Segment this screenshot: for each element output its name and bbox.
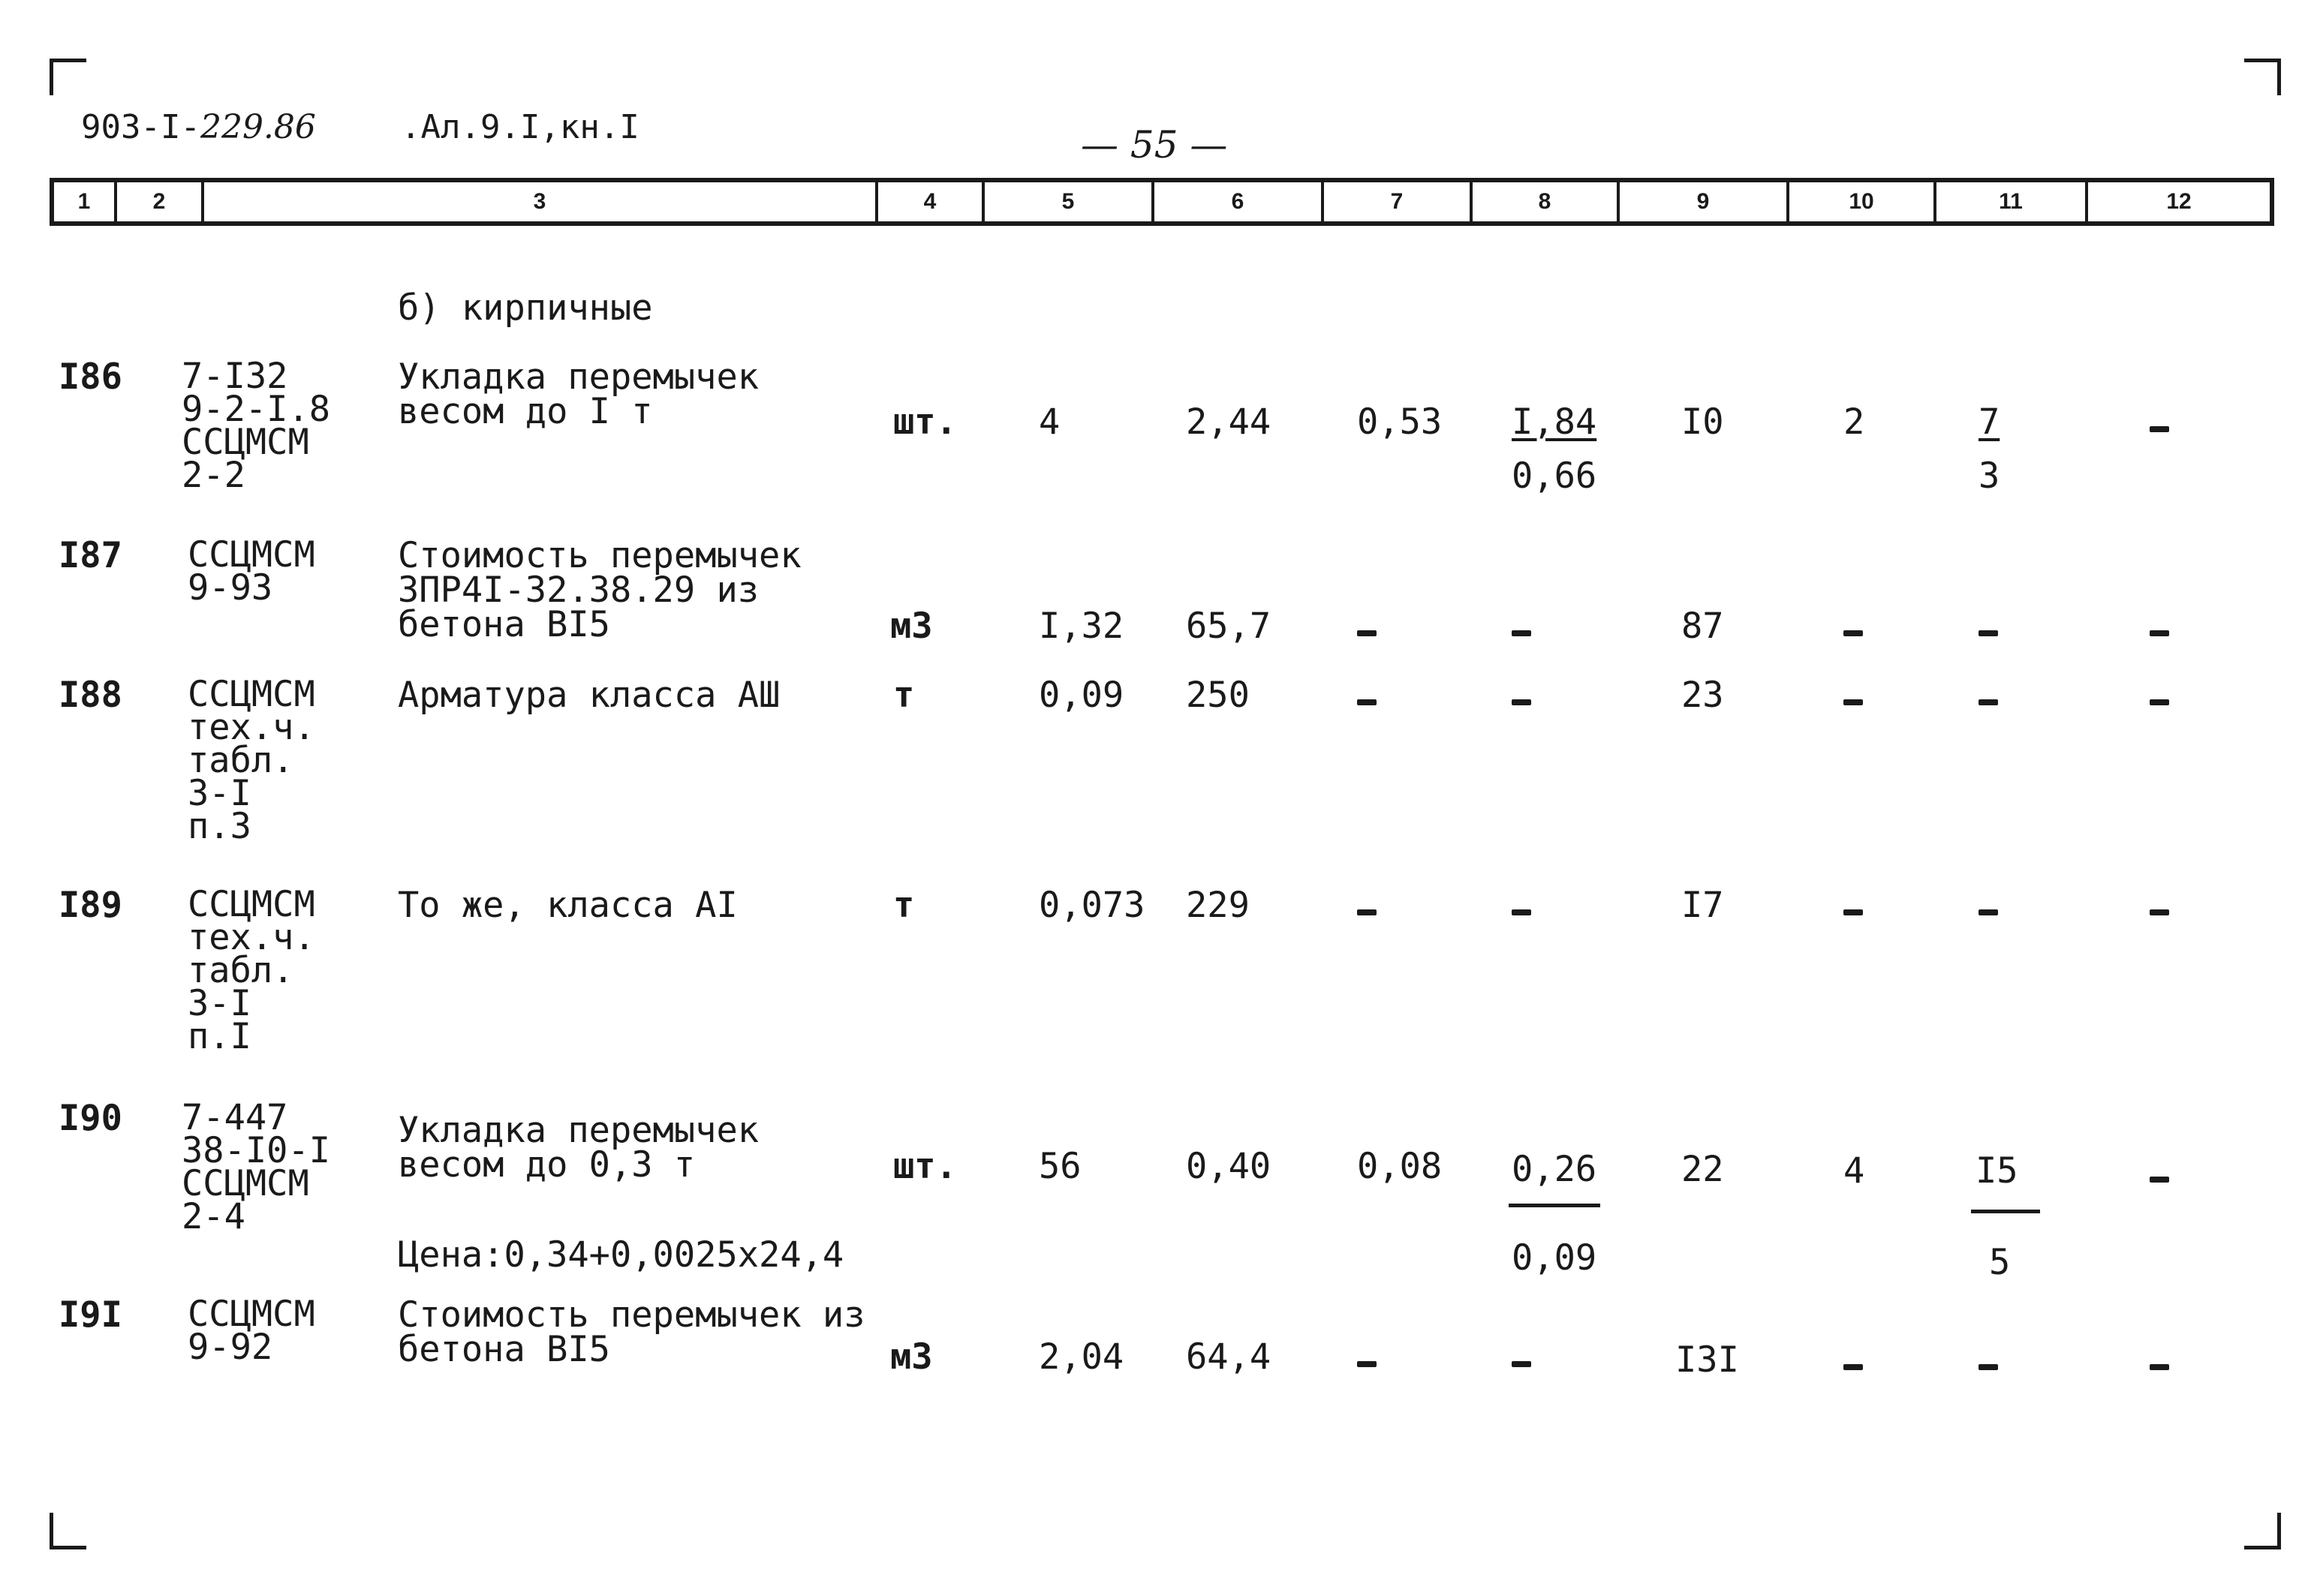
- row-col10-dash: [1843, 909, 1863, 915]
- row-number: I89: [59, 885, 122, 926]
- row-col7: 0,08: [1357, 1146, 1443, 1187]
- row-number: I90: [59, 1098, 122, 1139]
- row-col8-bottom: 0,66: [1512, 455, 1597, 497]
- row-col11-dash: [1979, 1364, 1998, 1370]
- row-code: ССЦМСМ 9-92: [188, 1294, 315, 1368]
- row-code: ССЦМСМ тех.ч. табл. 3-I п.I: [188, 884, 315, 1057]
- fraction-bar: [1971, 1210, 2040, 1213]
- column-number: 12: [2166, 189, 2192, 214]
- row-unit: т: [893, 675, 915, 716]
- row-col11-dash: [1979, 699, 1998, 705]
- row-code: 7-I32 9-2-I.8 ССЦМСМ 2-2: [182, 356, 331, 496]
- page-number: — 55 —: [1081, 123, 1228, 167]
- row-col10: 4: [1843, 1150, 1865, 1192]
- column-number: 8: [1473, 182, 1620, 221]
- row-name: То же, класса АI: [398, 885, 738, 926]
- row-col8-dash: [1512, 699, 1531, 705]
- corner-mark-top-left: [50, 59, 86, 95]
- row-unit: м3: [890, 606, 933, 647]
- row-col11-bottom: 5: [1989, 1242, 2011, 1283]
- column-number: 6: [1154, 182, 1324, 221]
- row-col10-dash: [1843, 630, 1863, 636]
- row-price-formula: Цена:0,34+0,0025х24,4: [398, 1234, 844, 1276]
- corner-mark-bottom-left: [50, 1513, 86, 1549]
- row-col6: 229: [1186, 885, 1250, 926]
- row-quantity: 2,04: [1039, 1336, 1124, 1378]
- column-number: 4: [878, 182, 985, 221]
- row-col12-dash: [2150, 1177, 2169, 1183]
- row-quantity: 0,073: [1039, 885, 1145, 926]
- row-col12-dash: [2150, 630, 2169, 636]
- column-number: 1: [54, 182, 117, 221]
- row-number: I88: [59, 675, 122, 716]
- row-col6: 0,40: [1186, 1146, 1271, 1187]
- corner-mark-top-right: [2244, 59, 2281, 95]
- row-col8-dash: [1512, 630, 1531, 636]
- row-col9: 23: [1681, 675, 1724, 716]
- row-col9: I7: [1681, 885, 1724, 926]
- row-col9: I0: [1681, 401, 1724, 443]
- row-col8-dash: [1512, 909, 1531, 915]
- column-number-bar: [50, 178, 2274, 226]
- row-quantity: 4: [1039, 401, 1061, 443]
- row-number: I9I: [59, 1294, 122, 1336]
- row-quantity: 56: [1039, 1146, 1082, 1187]
- row-col8-top: I,84: [1512, 401, 1597, 443]
- row-col6: 2,44: [1186, 401, 1271, 443]
- row-unit: шт.: [893, 1146, 957, 1187]
- row-code: ССЦМСМ 9-93: [188, 534, 315, 609]
- row-unit: шт.: [893, 401, 957, 443]
- row-name: Укладка перемычек весом до 0,3 т: [398, 1110, 760, 1186]
- row-col11-top: 7: [1979, 401, 2000, 443]
- row-unit: м3: [890, 1336, 933, 1378]
- row-col7-dash: [1357, 909, 1377, 915]
- column-number: 2: [117, 182, 204, 221]
- row-code: 7-447 38-I0-I ССЦМСМ 2-4: [182, 1097, 331, 1237]
- row-col10: 2: [1843, 401, 1865, 443]
- row-col9: 87: [1681, 606, 1724, 647]
- row-col6: 65,7: [1186, 606, 1271, 647]
- row-col8-dash: [1512, 1361, 1531, 1367]
- document-number: 903-I-229.86: [81, 108, 316, 146]
- row-col11-dash: [1979, 630, 1998, 636]
- row-col8-bottom: 0,09: [1512, 1237, 1597, 1279]
- fraction-bar: [1509, 1204, 1600, 1207]
- row-col7-dash: [1357, 630, 1377, 636]
- row-col10-dash: [1843, 699, 1863, 705]
- row-col11-dash: [1979, 909, 1998, 915]
- row-col9: 22: [1681, 1149, 1724, 1190]
- row-col7-dash: [1357, 699, 1377, 705]
- column-number: 10: [1789, 182, 1936, 221]
- row-number: I86: [59, 356, 122, 398]
- row-name: Укладка перемычек весом до I т: [398, 356, 760, 432]
- row-col6: 64,4: [1186, 1336, 1271, 1378]
- column-number: 7: [1324, 182, 1473, 221]
- column-number: 5: [985, 182, 1154, 221]
- row-unit: т: [893, 885, 915, 926]
- column-number: 3: [204, 182, 878, 221]
- row-name: Стоимость перемычек из бетона BI5: [398, 1294, 865, 1370]
- row-col12-dash: [2150, 909, 2169, 915]
- row-quantity: 0,09: [1039, 675, 1124, 716]
- row-col12-dash: [2150, 699, 2169, 705]
- row-col7: 0,53: [1357, 401, 1443, 443]
- column-number: 9: [1620, 182, 1789, 221]
- row-number: I87: [59, 535, 122, 576]
- row-col12-dash: [2150, 1364, 2169, 1370]
- row-name: Арматура класса АШ: [398, 675, 781, 716]
- row-quantity: I,32: [1039, 606, 1124, 647]
- row-col9: I3I: [1675, 1339, 1739, 1381]
- column-number: 11: [1936, 182, 2088, 221]
- album-reference: .Ал.9.I,кн.I: [401, 108, 639, 146]
- row-col7-dash: [1357, 1361, 1377, 1367]
- row-col12-dash: [2150, 426, 2169, 432]
- row-code: ССЦМСМ тех.ч. табл. 3-I п.3: [188, 674, 315, 847]
- row-col11-bottom: 3: [1979, 455, 2000, 497]
- row-col11-top: I5: [1975, 1150, 2018, 1192]
- row-name: Стоимость перемычек 3ПР4I-32.38.29 из бетона BI5: [398, 535, 802, 645]
- section-title: б) кирпичные: [398, 287, 653, 329]
- row-col10-dash: [1843, 1364, 1863, 1370]
- corner-mark-bottom-right: [2244, 1513, 2281, 1549]
- row-col8-top: 0,26: [1512, 1149, 1597, 1190]
- row-col6: 250: [1186, 675, 1250, 716]
